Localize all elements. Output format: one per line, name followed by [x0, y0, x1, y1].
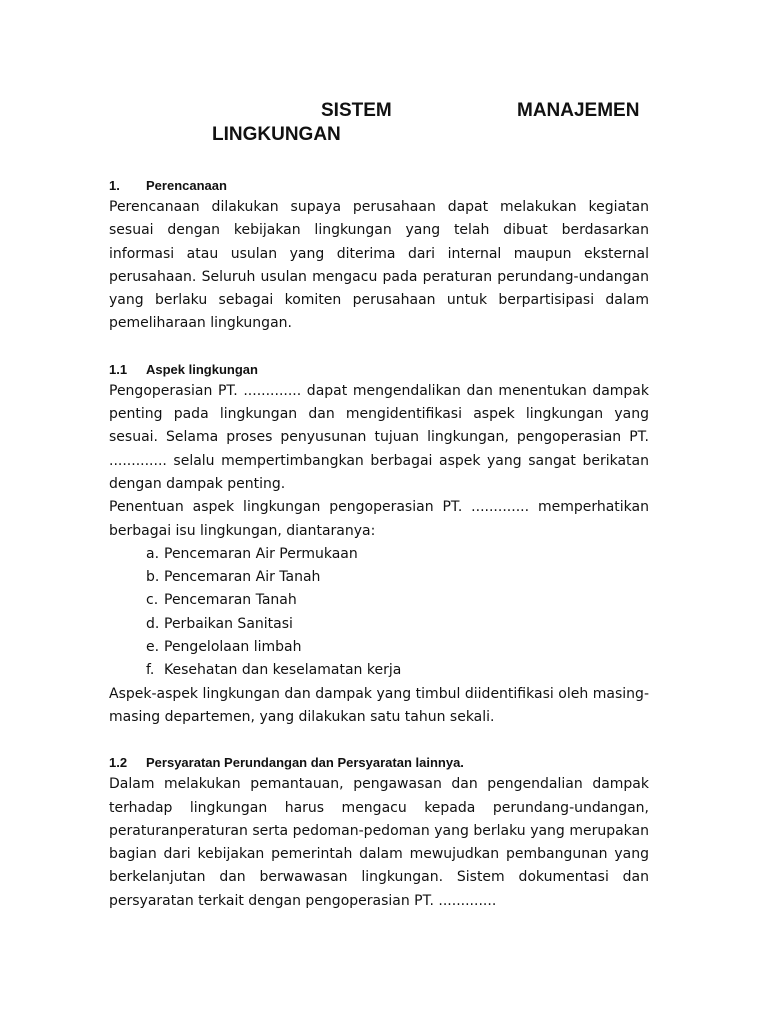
section-number: 1.1: [109, 361, 128, 377]
paragraph: Aspek-aspek lingkungan dan dampak yang timbul diidentifikasi oleh masing-masing departemen, yang dilakukan satu tahun sekali.: [109, 685, 649, 725]
paragraph: Pengoperasian PT. ............. dapat mengendalikan dan menentukan dampak penting pada lingkungan dan mengidentifikasi aspek lingkungan yang sesuai. Selama proses penyusunan tujuan lingkungan, pengoperasian PT. ............. selalu mempertimbangkan berbagai aspek yang sangat berikatan dengan dampak penting.: [109, 382, 649, 492]
section-heading-perencanaan: [109, 176, 649, 196]
page-title-lingkungan: LINGKUNGAN: [212, 124, 341, 145]
list-item: [146, 589, 649, 612]
section-number: 1.2: [109, 755, 128, 771]
list-marker: b.: [146, 569, 160, 586]
list-marker: f.: [146, 662, 155, 679]
page-title-manajemen: MANAJEMEN: [517, 100, 640, 121]
list-item: [146, 659, 649, 682]
list-item-text: Kesehatan dan keselamatan kerja: [164, 662, 402, 679]
list-item: [146, 566, 649, 589]
section-number: 1.: [109, 178, 120, 193]
list-marker: a.: [146, 545, 160, 562]
spacer: [109, 729, 649, 753]
document-body: [109, 176, 649, 913]
section-title: Aspek lingkungan: [146, 361, 258, 377]
paragraph: Perencanaan dilakukan supaya perusahaan dapat melakukan kegiatan sesuai dengan kebijakan lingkungan yang telah dibuat berdasarkan informasi atau usulan yang diterima dari internal maupun eksternal perusahaan. Seluruh usulan mengacu pada peraturan perundang-undangan yang berlaku sebagai komiten perusahaan untuk berpartisipasi dalam pemeliharaan lingkungan.: [109, 199, 649, 332]
spacer: [109, 336, 649, 360]
section-heading-aspek-lingkungan: [109, 360, 649, 380]
page-title-sistem: SISTEM: [321, 100, 392, 121]
list-item: [146, 613, 649, 636]
section-title: Persyaratan Perundangan dan Persyaratan lainnya.: [146, 755, 464, 771]
list-marker: e.: [146, 639, 160, 656]
paragraph: Penentuan aspek lingkungan pengoperasian PT. ............. memperhatikan berbagai isu lingkungan, diantaranya:: [109, 499, 649, 539]
list-marker: c.: [146, 592, 159, 609]
list-item-text: Perbaikan Sanitasi: [164, 615, 293, 632]
list-item-text: Pencemaran Air Tanah: [164, 569, 321, 586]
list-item-text: Pengelolaan limbah: [164, 639, 302, 656]
list-item-text: Pencemaran Tanah: [164, 592, 297, 609]
list-marker: d.: [146, 615, 160, 632]
environmental-issues-list: [109, 543, 649, 683]
list-item: [146, 636, 649, 659]
list-item: [146, 543, 649, 566]
list-item-text: Pencemaran Air Permukaan: [164, 545, 358, 562]
section-heading-persyaratan: [109, 753, 649, 773]
section-title: Perencanaan: [146, 178, 227, 193]
paragraph: Dalam melakukan pemantauan, pengawasan dan pengendalian dampak terhadap lingkungan harus mengacu kepada perundang-undangan, peraturanperaturan serta pedoman-pedoman yang berlaku yang merupakan bagian dari kebijakan pemerintah dalam mewujudkan pembangunan yang berkelanjutan dan berwawasan lingkungan. Sistem dokumentasi dan persyaratan terkait dengan pengoperasian PT. .............: [109, 776, 649, 909]
